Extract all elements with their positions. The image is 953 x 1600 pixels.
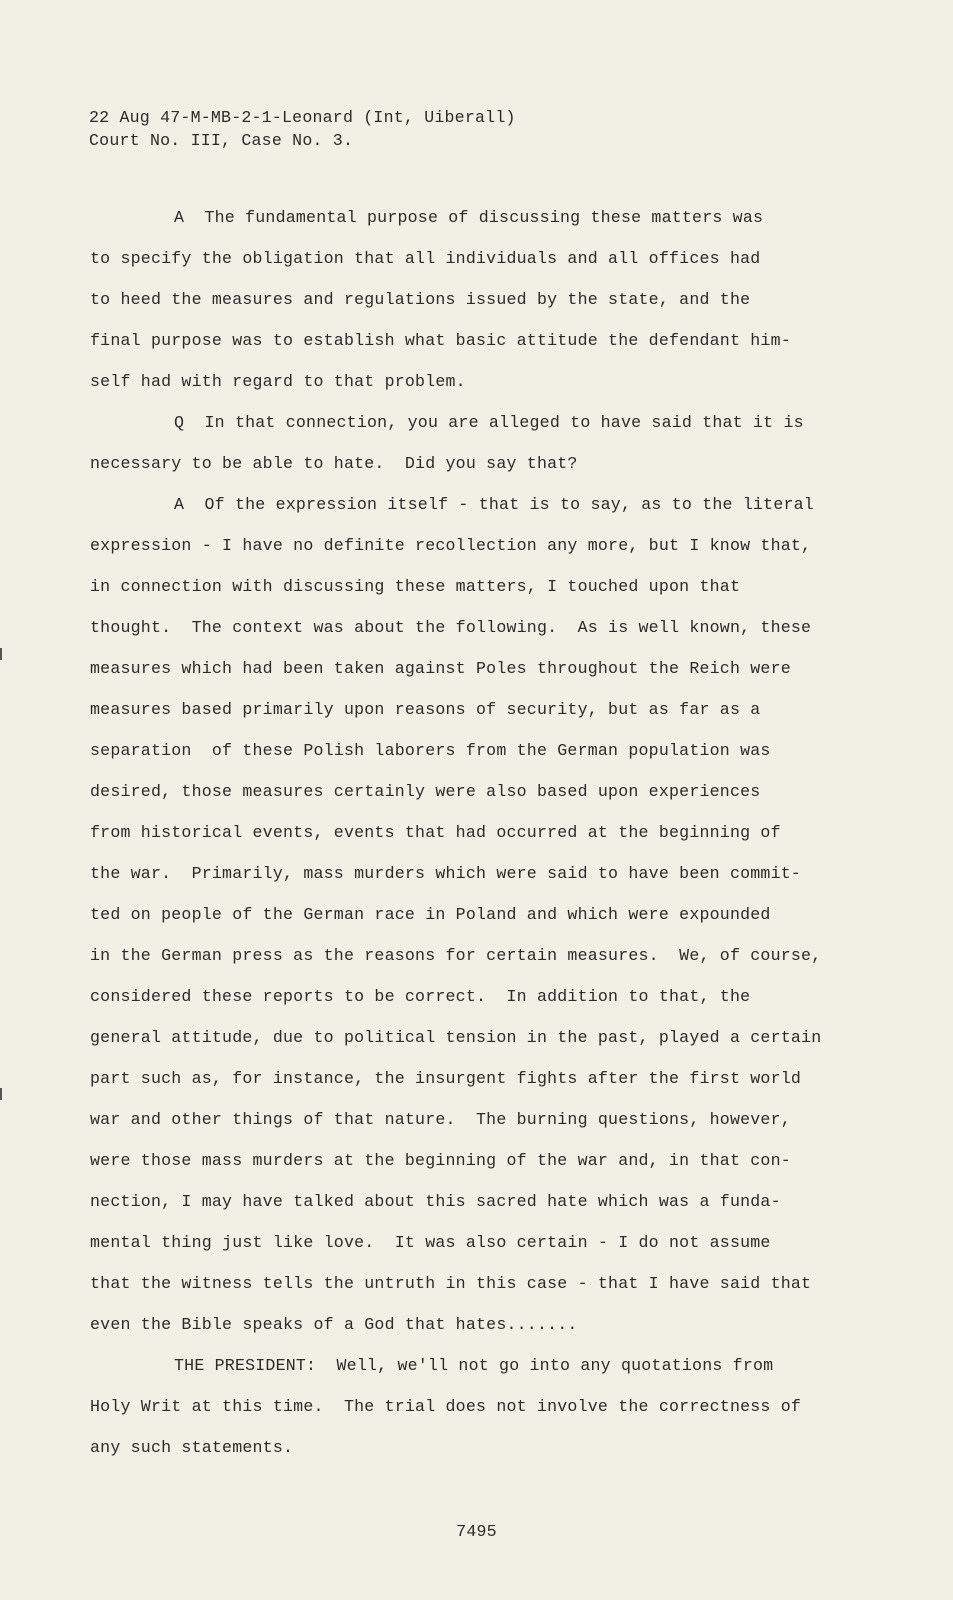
transcript-line: A Of the expression itself - that is to say, as to the literal bbox=[174, 495, 814, 514]
header-line-1: 22 Aug 47-M-MB-2-1-Leonard (Int, Uiberall) bbox=[89, 108, 516, 127]
transcript-line: separation of these Polish laborers from the German population was bbox=[90, 741, 771, 760]
transcript-line: considered these reports to be correct. In addition to that, the bbox=[90, 987, 751, 1006]
transcript-line: part such as, for instance, the insurgent fights after the first world bbox=[90, 1069, 802, 1088]
transcript-body bbox=[90, 204, 840, 1475]
transcript-line: in the German press as the reasons for certain measures. We, of course, bbox=[90, 946, 822, 965]
transcript-line: self had with regard to that problem. bbox=[90, 372, 466, 391]
transcript-line: final purpose was to establish what basic attitude the defendant him- bbox=[90, 331, 791, 350]
document-header bbox=[89, 106, 516, 152]
transcript-line: THE PRESIDENT: Well, we'll not go into any quotations from bbox=[174, 1356, 774, 1375]
transcript-line: thought. The context was about the following. As is well known, these bbox=[90, 618, 812, 637]
page-number: 7495 bbox=[456, 1522, 497, 1541]
transcript-line: Q In that connection, you are alleged to have said that it is bbox=[174, 413, 804, 432]
transcript-line: ted on people of the German race in Poland and which were expounded bbox=[90, 905, 771, 924]
transcript-line: nection, I may have talked about this sacred hate which was a funda- bbox=[90, 1192, 781, 1211]
transcript-line: even the Bible speaks of a God that hates....... bbox=[90, 1315, 578, 1334]
transcript-line: desired, those measures certainly were also based upon experiences bbox=[90, 782, 761, 801]
transcript-line: in connection with discussing these matters, I touched upon that bbox=[90, 577, 741, 596]
transcript-line: any such statements. bbox=[90, 1438, 294, 1457]
transcript-line: measures which had been taken against Poles throughout the Reich were bbox=[90, 659, 791, 678]
transcript-line: to heed the measures and regulations issued by the state, and the bbox=[90, 290, 751, 309]
transcript-line: expression - I have no definite recollection any more, but I know that, bbox=[90, 536, 812, 555]
margin-mark bbox=[0, 648, 2, 660]
transcript-line: necessary to be able to hate. Did you say that? bbox=[90, 454, 578, 473]
transcript-line: Holy Writ at this time. The trial does not involve the correctness of bbox=[90, 1397, 802, 1416]
margin-mark bbox=[0, 1088, 2, 1100]
transcript-line: that the witness tells the untruth in this case - that I have said that bbox=[90, 1274, 812, 1293]
transcript-line: mental thing just like love. It was also certain - I do not assume bbox=[90, 1233, 771, 1252]
transcript-line: war and other things of that nature. The burning questions, however, bbox=[90, 1110, 791, 1129]
transcript-line: from historical events, events that had occurred at the beginning of bbox=[90, 823, 781, 842]
transcript-line: A The fundamental purpose of discussing these matters was bbox=[174, 208, 764, 227]
header-line-2: Court No. III, Case No. 3. bbox=[89, 131, 354, 150]
transcript-line: the war. Primarily, mass murders which were said to have been commit- bbox=[90, 864, 802, 883]
transcript-line: general attitude, due to political tension in the past, played a certain bbox=[90, 1028, 822, 1047]
transcript-line: measures based primarily upon reasons of security, but as far as a bbox=[90, 700, 761, 719]
transcript-line: were those mass murders at the beginning of the war and, in that con- bbox=[90, 1151, 791, 1170]
transcript-line: to specify the obligation that all individuals and all offices had bbox=[90, 249, 761, 268]
